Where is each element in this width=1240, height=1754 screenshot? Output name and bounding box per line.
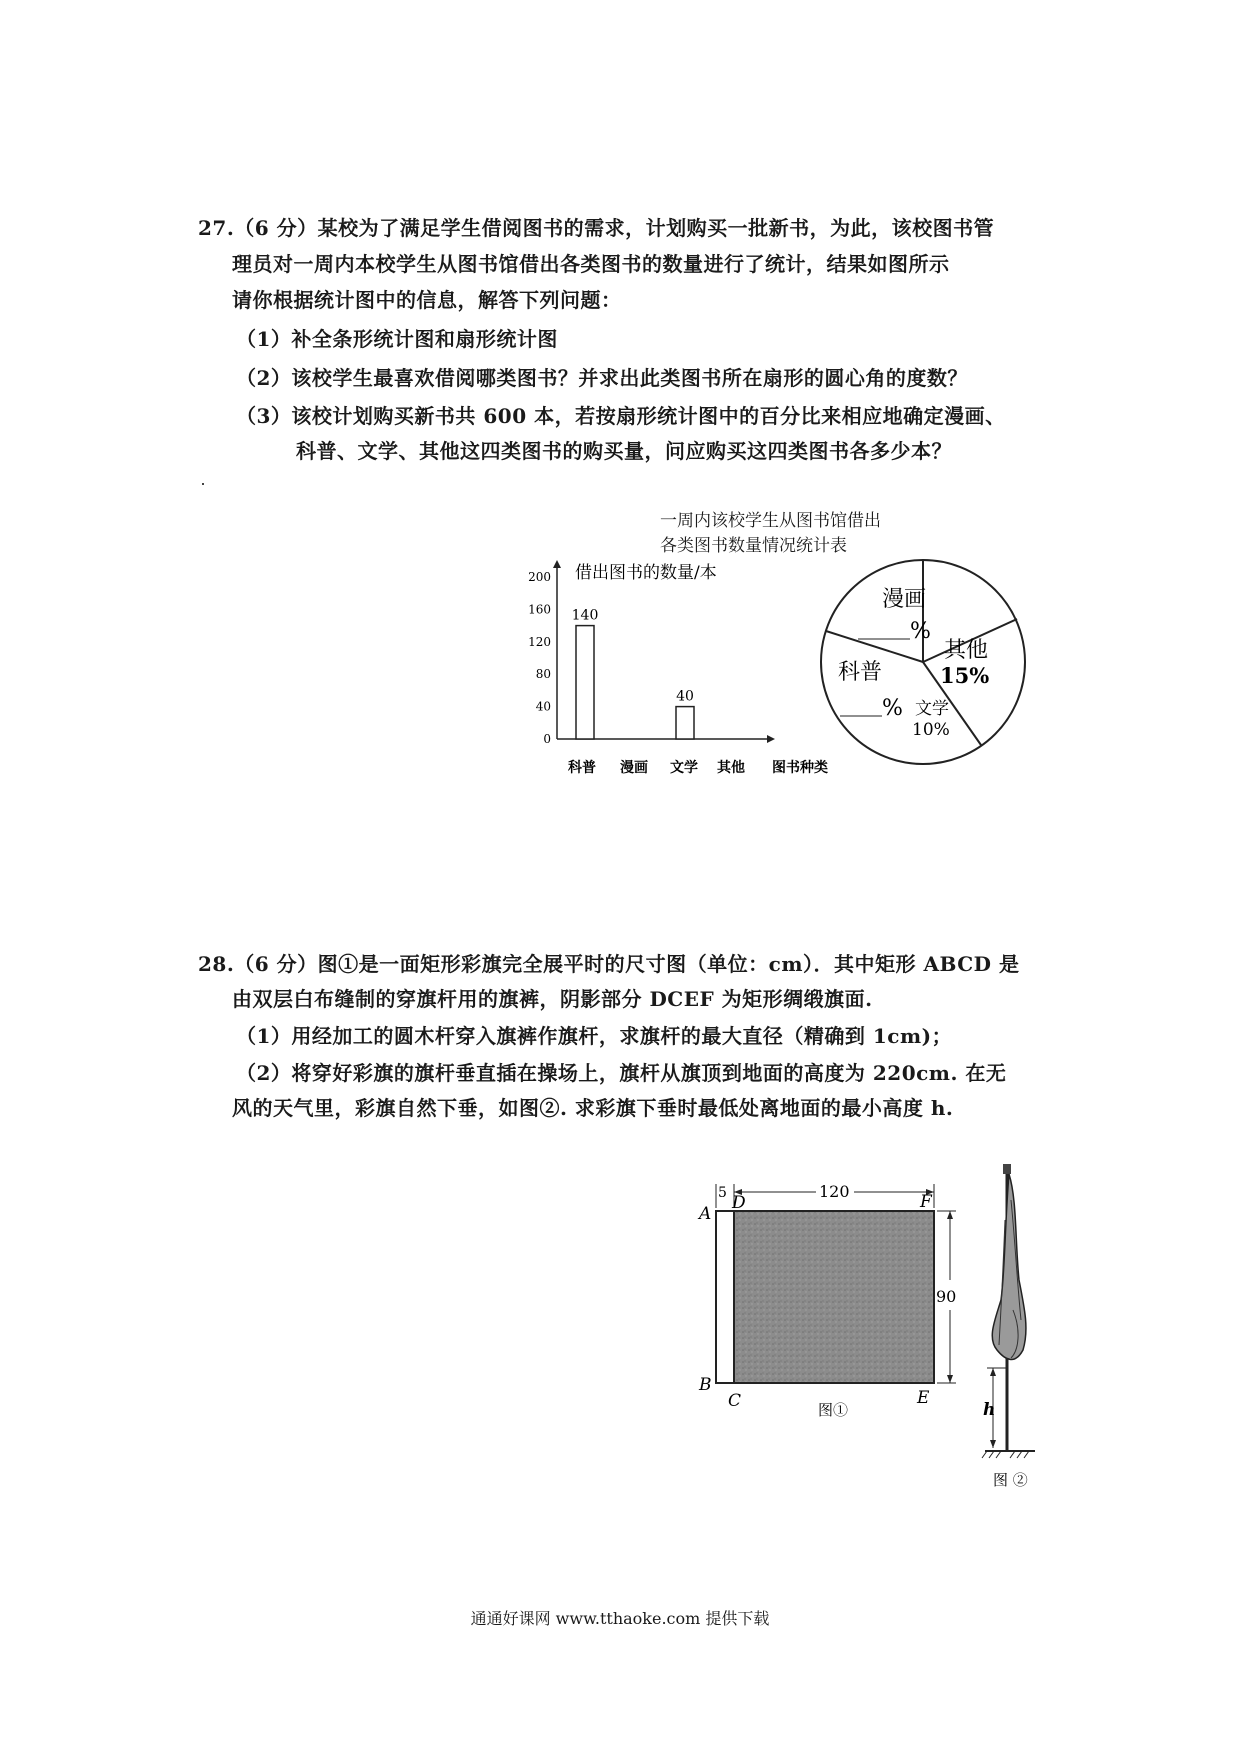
point-a: A xyxy=(699,1204,712,1224)
h-label: h xyxy=(983,1400,996,1420)
q27-line-2: 理员对一周内本校学生从图书馆借出各类图书的数量进行了统计，结果如图所示 xyxy=(232,252,950,276)
point-f: F xyxy=(920,1192,932,1212)
y-axis-arrow xyxy=(553,560,561,568)
y-tick-label: 80 xyxy=(535,667,551,682)
y-tick-label: 200 xyxy=(528,570,551,584)
pie-label-manhua: 漫画 xyxy=(882,587,927,612)
point-d: D xyxy=(732,1193,746,1213)
q27-line-6: （3）该校计划购买新书共 600 本，若按扇形统计图中的百分比来相应地确定漫画、 xyxy=(236,404,1006,428)
pie-chart xyxy=(818,557,1028,767)
pie-label-kepu: 科普 xyxy=(838,660,883,685)
point-c: C xyxy=(728,1391,742,1411)
bar-data-label: 140 xyxy=(571,607,599,624)
pie-label-wenxue: 文学 xyxy=(915,699,949,719)
q27-line-5: （2）该校学生最喜欢借阅哪类图书？并求出此类图书所在扇形的圆心角的度数？ xyxy=(236,366,968,390)
pie-value-kepu: % xyxy=(882,696,903,721)
dim-90: 90 xyxy=(936,1287,957,1306)
pie-value-manhua: % xyxy=(910,619,931,644)
x-tick-label: 科普 xyxy=(568,760,596,776)
rect-abcd xyxy=(716,1211,734,1383)
figure-2-flagpole-diagram xyxy=(965,1160,1055,1490)
chart-title-line-2: 各类图书数量情况统计表 xyxy=(660,536,847,556)
bar-chart xyxy=(0,0,1240,800)
q28-line-4: （2）将穿好彩旗的旗杆垂直插在操场上，旗杆从旗顶到地面的高度为 220cm. 在无 xyxy=(236,1061,1007,1085)
y-axis-title: 借出图书的数量/本 xyxy=(575,563,717,583)
pie-value-qita: 15% xyxy=(940,663,990,688)
q28-line-1: 28.（6 分）图①是一面矩形彩旗完全展平时的尺寸图（单位：cm）．其中矩形 ABCD 是 xyxy=(198,952,1020,976)
dim-5: 5 xyxy=(718,1185,727,1201)
pie-value-wenxue: 10% xyxy=(912,720,950,740)
y-tick-label: 40 xyxy=(535,699,551,714)
y-tick-label: 160 xyxy=(528,602,551,617)
q27-line-1: 27.（6 分）某校为了满足学生借阅图书的需求，计划购买一批新书，为此，该校图书管 xyxy=(198,216,995,240)
q27-line-7: 科普、文学、其他这四类图书的购买量，问应购买这四类图书各多少本？ xyxy=(296,439,952,463)
figure-1-flag-diagram xyxy=(688,1180,958,1445)
q28-line-3: （1）用经加工的圆木杆穿入旗裤作旗杆，求旗杆的最大直径（精确到 1cm)； xyxy=(236,1024,953,1048)
bar xyxy=(676,707,694,739)
chart-title-line-1: 一周内该校学生从图书馆借出 xyxy=(660,511,881,531)
point-e: E xyxy=(917,1388,930,1408)
figure-2-caption: 图 ② xyxy=(993,1471,1028,1489)
y-tick-label: 120 xyxy=(528,634,551,649)
y-tick-label: 0 xyxy=(543,732,551,746)
q28-line-2: 由双层白布缝制的穿旗杆用的旗裤，阴影部分 DCEF 为矩形绸缎旗面. xyxy=(232,987,873,1011)
footer-source: 通通好课网 www.tthaoke.com 提供下载 xyxy=(470,1609,770,1628)
q28-line-5: 风的天气里，彩旗自然下垂，如图②. 求彩旗下垂时最低处离地面的最小高度 h. xyxy=(232,1096,954,1120)
point-b: B xyxy=(699,1375,712,1395)
pie-label-qita: 其他 xyxy=(944,638,989,663)
bar xyxy=(576,626,594,739)
x-axis-title: 图书种类 xyxy=(772,760,828,776)
x-tick-label: 其他 xyxy=(717,760,745,776)
q27-line-3: 请你根据统计图中的信息，解答下列问题： xyxy=(232,288,622,312)
x-tick-label: 文学 xyxy=(670,760,698,776)
dim-120: 120 xyxy=(819,1182,850,1201)
x-axis-arrow xyxy=(767,735,775,743)
x-tick-label: 漫画 xyxy=(620,760,648,776)
q27-line-4: （1）补全条形统计图和扇形统计图 xyxy=(236,327,558,351)
bar-data-label: 40 xyxy=(676,688,694,705)
rect-dcef-shaded xyxy=(734,1211,934,1383)
figure-1-caption: 图① xyxy=(818,1401,849,1419)
